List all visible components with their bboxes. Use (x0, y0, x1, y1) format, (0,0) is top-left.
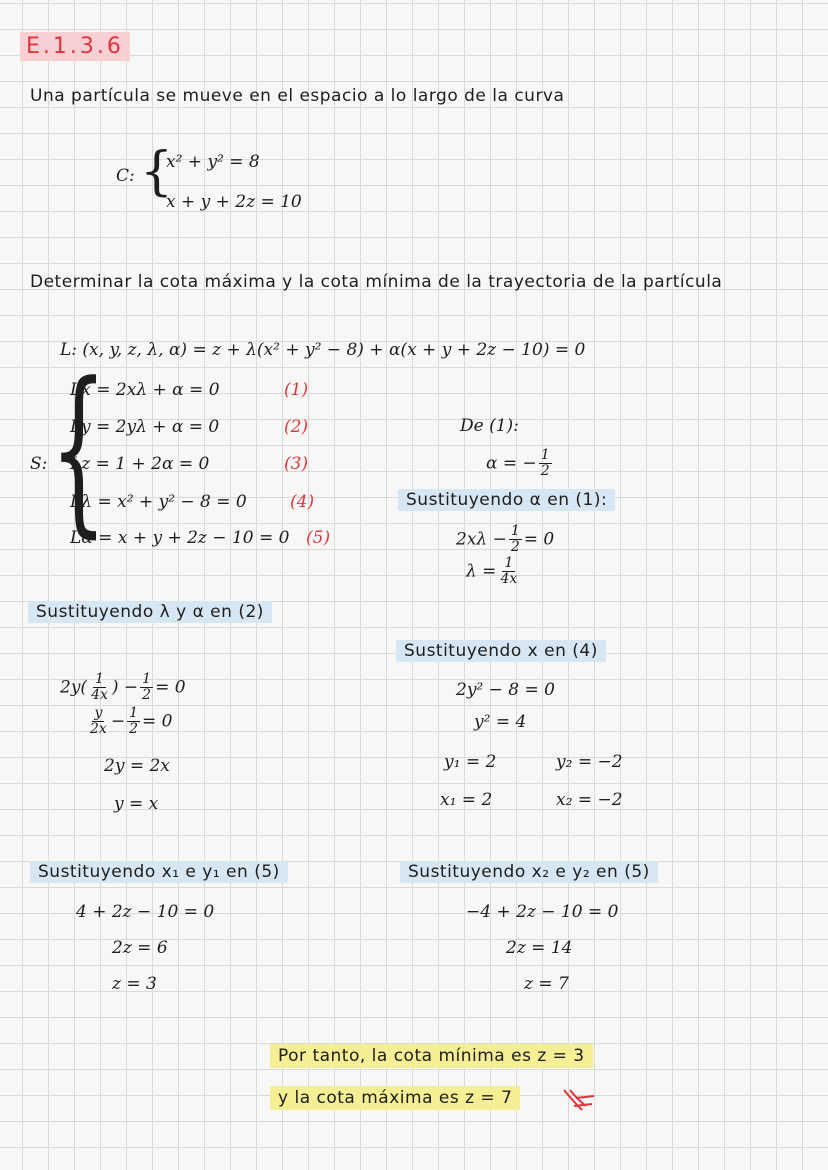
question-text: Determinar la cota máxima y la cota mínima de la trayectoria de la partícula (30, 272, 723, 292)
system-eq-1: Lx = 2xλ + α = 0 (70, 380, 220, 400)
system-num-4: (4) (290, 492, 315, 512)
sub-lambda-line2: $\frac{y}{2x}$ − $\frac{1}{2}$ = 0 (90, 705, 173, 738)
system-eq-3: Lz = 1 + 2α = 0 (70, 454, 210, 474)
exercise-id: E.1.3.6 (20, 34, 130, 59)
system-eq-2: Ly = 2yλ + α = 0 (70, 417, 220, 437)
sub-x2y2-line3: z = 7 (524, 974, 569, 994)
sub-alpha-line1: 2xλ − $\frac{1}{2}$ = 0 (456, 523, 555, 556)
sub-x-line2: y² = 4 (474, 712, 527, 732)
from-eq1-heading: De (1): (460, 416, 519, 436)
sub-lambda-line1: 2y( $\frac{1}{4x}$ ) − $\frac{1}{2}$ = 0 (60, 671, 186, 704)
sub-x2y2-heading: Sustituyendo x₂ e y₂ en (5) (400, 862, 658, 882)
sub-alpha-heading: Sustituyendo α en (1): (398, 490, 615, 510)
system-eq-4: Lλ = x² + y² − 8 = 0 (70, 492, 247, 512)
sub-x-y1: y₁ = 2 (444, 752, 497, 772)
curve-brace: { (140, 142, 174, 202)
sub-x1y1-heading: Sustituyendo x₁ e y₁ en (5) (30, 862, 288, 882)
lagrangian: L: (x, y, z, λ, α) = z + λ(x² + y² − 8) + α(x + y + 2z − 10) = 0 (60, 340, 586, 360)
conclusion-line1: Por tanto, la cota mínima es z = 3 (270, 1046, 593, 1066)
sub-x-heading: Sustituyendo x en (4) (396, 641, 606, 661)
system-num-2: (2) (284, 417, 309, 437)
system-num-1: (1) (284, 380, 309, 400)
sub-x-line1: 2y² − 8 = 0 (456, 680, 555, 700)
system-eq-5: Lα = x + y + 2z − 10 = 0 (70, 528, 290, 548)
sub-x2y2-line1: −4 + 2z − 10 = 0 (466, 902, 619, 922)
double-arrow-mark-icon (562, 1086, 598, 1116)
system-label: S: (30, 454, 48, 474)
curve-eq1: x² + y² = 8 (166, 152, 260, 172)
sub-x-x2: x₂ = −2 (556, 790, 623, 810)
sub-x1y1-line3: z = 3 (112, 974, 157, 994)
sub-alpha-line2: λ = $\frac{1}{4x}$ (466, 555, 518, 588)
alpha-value: α = − $\frac{1}{2}$ (486, 447, 550, 480)
sub-lambda-line3: 2y = 2x (104, 756, 170, 776)
sub-x2y2-line2: 2z = 14 (506, 938, 573, 958)
conclusion-line2: y la cota máxima es z = 7 (270, 1088, 520, 1108)
sub-x1y1-line1: 4 + 2z − 10 = 0 (76, 902, 215, 922)
curve-label: C: (116, 166, 135, 186)
sub-lambda-heading: Sustituyendo λ y α en (2) (28, 602, 272, 622)
sub-x-y2: y₂ = −2 (556, 752, 623, 772)
sub-lambda-line4: y = x (114, 794, 159, 814)
curve-eq2: x + y + 2z = 10 (166, 192, 302, 212)
sub-x1y1-line2: 2z = 6 (112, 938, 168, 958)
system-num-3: (3) (284, 454, 309, 474)
sub-x-x1: x₁ = 2 (440, 790, 493, 810)
intro-text: Una partícula se mueve en el espacio a lo largo de la curva (30, 86, 565, 106)
system-num-5: (5) (306, 528, 331, 548)
system-brace: { (50, 345, 108, 554)
